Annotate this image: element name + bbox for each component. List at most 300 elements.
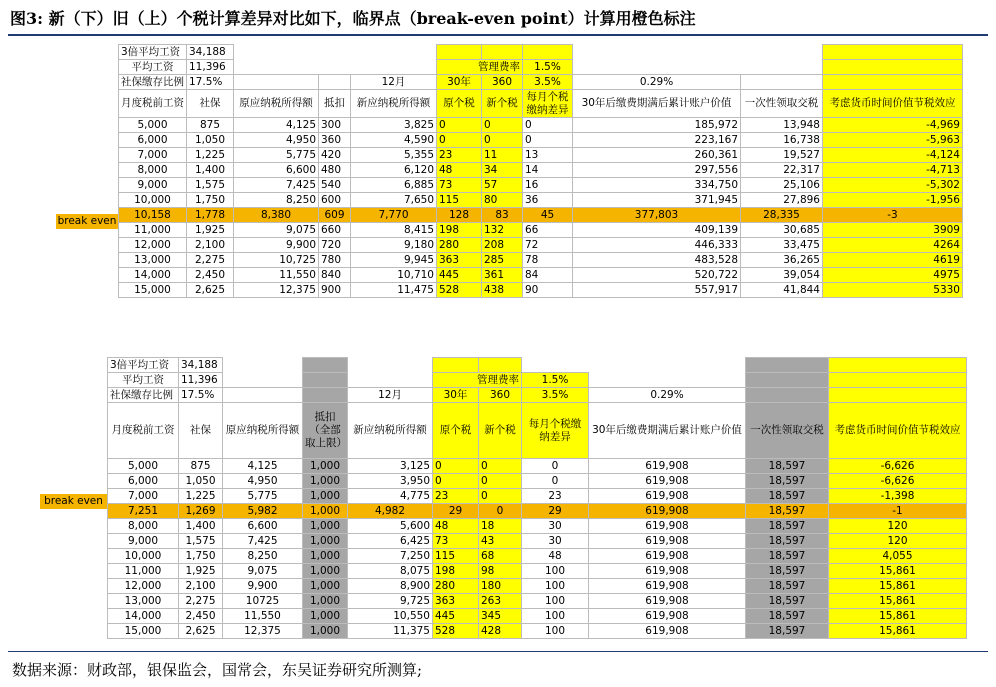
table-cell: 18,597 (746, 594, 829, 609)
table-row (108, 564, 967, 579)
column-header: 抵扣（全部取上限） (303, 403, 348, 459)
top-table (118, 44, 963, 298)
table-cell: 12,000 (119, 238, 187, 253)
table-cell: 18,597 (746, 549, 829, 564)
table-cell: 39,054 (741, 268, 823, 283)
table-cell: 11,375 (348, 624, 433, 639)
table-row (108, 489, 967, 504)
table-cell: -4,713 (823, 163, 963, 178)
table-cell: 30 (522, 519, 589, 534)
table-cell: 11,550 (234, 268, 319, 283)
table-cell: 12,000 (108, 579, 179, 594)
table-cell: 0 (523, 118, 573, 133)
table-cell: 90 (523, 283, 573, 298)
extra-rate: 0.29% (573, 75, 741, 90)
table-cell: 2,450 (187, 268, 234, 283)
table-cell: 1,778 (187, 208, 234, 223)
table-cell: 15,861 (829, 594, 967, 609)
table-cell: 483,528 (573, 253, 741, 268)
table-cell: 29 (522, 504, 589, 519)
bottom-break-even-label: break even (40, 494, 107, 509)
table-cell: 5,982 (223, 504, 303, 519)
table-cell: 6,885 (351, 178, 437, 193)
table-cell: 15,861 (829, 609, 967, 624)
table-cell: 9,000 (108, 534, 179, 549)
table-cell: 3,825 (351, 118, 437, 133)
source-note: 数据来源：财政部，银保监会，国常会，东吴证券研究所测算; (12, 661, 423, 679)
table-cell: 10,158 (119, 208, 187, 223)
info-label: 平均工资 (119, 60, 187, 75)
table-cell: 8,415 (351, 223, 437, 238)
column-header: 社保 (187, 90, 234, 118)
table-cell: 18,597 (746, 489, 829, 504)
table-cell: 33,475 (741, 238, 823, 253)
bottom-table (107, 357, 967, 639)
column-header: 30年后缴费期满后累计账户价值 (573, 90, 741, 118)
table-cell: 9,725 (348, 594, 433, 609)
table-row (119, 118, 963, 133)
table-cell: 10,550 (348, 609, 433, 624)
table-cell: 445 (437, 268, 482, 283)
table-row (119, 178, 963, 193)
table-cell: 0 (482, 133, 523, 148)
table-row (119, 283, 963, 298)
column-header: 新应纳税所得额 (351, 90, 437, 118)
table-cell: 0 (522, 459, 589, 474)
table-cell: 11,000 (108, 564, 179, 579)
table-row (119, 163, 963, 178)
table-cell: 1,000 (303, 534, 348, 549)
table-cell: 4,125 (234, 118, 319, 133)
table-cell: 297,556 (573, 163, 741, 178)
table-cell: 12,375 (234, 283, 319, 298)
table-cell: 8,250 (234, 193, 319, 208)
table-cell: 18,597 (746, 504, 829, 519)
mgmt-fee-value: 1.5% (523, 60, 573, 75)
table-cell: 18,597 (746, 459, 829, 474)
column-header: 新个税 (479, 403, 522, 459)
table-cell: 25,106 (741, 178, 823, 193)
table-cell: 528 (433, 624, 479, 639)
table-row (108, 519, 967, 534)
table-cell: 36,265 (741, 253, 823, 268)
table-cell: -1,398 (829, 489, 967, 504)
table-cell: 619,908 (589, 504, 746, 519)
table-cell: 16,738 (741, 133, 823, 148)
years-label: 30年 (437, 75, 482, 90)
bottom-header-row (108, 403, 967, 459)
months-label: 12月 (351, 75, 437, 90)
table-cell: 2,450 (179, 609, 223, 624)
table-cell: 528 (437, 283, 482, 298)
table-cell: 13,000 (108, 594, 179, 609)
table-cell: 4,950 (223, 474, 303, 489)
table-cell: 280 (433, 579, 479, 594)
table-cell: 1,400 (187, 163, 234, 178)
top-info-row-3 (119, 75, 963, 90)
table-cell: 36 (523, 193, 573, 208)
table-cell: 540 (319, 178, 351, 193)
info-value: 17.5% (179, 388, 223, 403)
table-cell: 5,775 (223, 489, 303, 504)
table-cell: 100 (522, 594, 589, 609)
table-cell: 78 (523, 253, 573, 268)
info-value: 11,396 (187, 60, 234, 75)
table-cell: 1,225 (187, 148, 234, 163)
column-header: 一次性领取交税 (746, 403, 829, 459)
table-cell: 1,269 (179, 504, 223, 519)
table-cell: 1,000 (303, 624, 348, 639)
table-cell: 300 (319, 118, 351, 133)
table-cell: 1,000 (303, 519, 348, 534)
table-cell: 8,075 (348, 564, 433, 579)
table-cell: 84 (523, 268, 573, 283)
table-row (119, 193, 963, 208)
table-cell: 9,180 (351, 238, 437, 253)
table-cell: 4975 (823, 268, 963, 283)
table-cell: 4,590 (351, 133, 437, 148)
table-cell: 1,000 (303, 459, 348, 474)
table-cell: 15,861 (829, 624, 967, 639)
table-cell: 0 (479, 489, 522, 504)
table-cell: 6,000 (119, 133, 187, 148)
table-cell: 18 (479, 519, 522, 534)
table-cell: 30 (522, 534, 589, 549)
info-label: 3倍平均工资 (108, 358, 179, 373)
table-row (119, 133, 963, 148)
table-cell: 619,908 (589, 579, 746, 594)
table-row (108, 549, 967, 564)
table-cell: 2,275 (187, 253, 234, 268)
table-cell: 438 (482, 283, 523, 298)
months-label: 12月 (348, 388, 433, 403)
column-header: 考虑货币时间价值节税效应 (829, 403, 967, 459)
table-cell: 660 (319, 223, 351, 238)
table-cell: 900 (319, 283, 351, 298)
table-row (108, 624, 967, 639)
table-cell: 8,000 (119, 163, 187, 178)
table-cell: 260,361 (573, 148, 741, 163)
table-cell: 18,597 (746, 609, 829, 624)
table-cell: 3909 (823, 223, 963, 238)
table-cell: 7,250 (348, 549, 433, 564)
table-cell: 9,075 (223, 564, 303, 579)
column-header: 原应纳税所得额 (234, 90, 319, 118)
table-cell: 23 (522, 489, 589, 504)
table-cell: -3 (823, 208, 963, 223)
table-cell: 48 (437, 163, 482, 178)
table-cell: 100 (522, 564, 589, 579)
table-cell: 120 (829, 534, 967, 549)
table-cell: 10725 (223, 594, 303, 609)
figure-title: 图3: 新（下）旧（上）个税计算差异对比如下，临界点（break-even point）计算用橙色标注 (10, 9, 696, 28)
info-label: 平均工资 (108, 373, 179, 388)
table-cell: 1,750 (179, 549, 223, 564)
table-cell: 72 (523, 238, 573, 253)
table-cell: 8,900 (348, 579, 433, 594)
column-header: 新应纳税所得额 (348, 403, 433, 459)
table-cell: 73 (437, 178, 482, 193)
table-cell: 8,380 (234, 208, 319, 223)
table-cell: 0 (479, 504, 522, 519)
info-value: 11,396 (179, 373, 223, 388)
top-info-row-1 (119, 45, 963, 60)
title-rule (8, 34, 988, 36)
info-value: 34,188 (187, 45, 234, 60)
table-cell: 6,120 (351, 163, 437, 178)
table-cell: 9,900 (223, 579, 303, 594)
table-cell: 132 (482, 223, 523, 238)
table-cell: 360 (319, 133, 351, 148)
table-cell: 4264 (823, 238, 963, 253)
table-row (108, 594, 967, 609)
table-cell: 48 (522, 549, 589, 564)
table-cell: 1,400 (179, 519, 223, 534)
table-cell: 334,750 (573, 178, 741, 193)
table-cell: 5,775 (234, 148, 319, 163)
table-cell: 3,125 (348, 459, 433, 474)
table-cell: 12,375 (223, 624, 303, 639)
table-cell: 1,000 (303, 474, 348, 489)
table-cell: 73 (433, 534, 479, 549)
table-cell: 6,600 (223, 519, 303, 534)
column-header: 原个税 (437, 90, 482, 118)
break-even-row (119, 208, 963, 223)
table-cell: 30,685 (741, 223, 823, 238)
column-header: 一次性领取交税 (741, 90, 823, 118)
table-cell: 14,000 (119, 268, 187, 283)
table-cell: 619,908 (589, 489, 746, 504)
table-cell: -4,124 (823, 148, 963, 163)
table-cell: 5,000 (108, 459, 179, 474)
table-cell: 7,650 (351, 193, 437, 208)
table-cell: 1,225 (179, 489, 223, 504)
table-cell: 10,725 (234, 253, 319, 268)
table-cell: 66 (523, 223, 573, 238)
table-cell: 600 (319, 193, 351, 208)
table-cell: 115 (433, 549, 479, 564)
break-even-row (108, 504, 967, 519)
table-cell: 43 (479, 534, 522, 549)
table-cell: 371,945 (573, 193, 741, 208)
table-cell: 180 (479, 579, 522, 594)
table-cell: 520,722 (573, 268, 741, 283)
table-cell: 4,982 (348, 504, 433, 519)
table-cell: -5,302 (823, 178, 963, 193)
table-cell: 8,000 (108, 519, 179, 534)
table-cell: 68 (479, 549, 522, 564)
table-cell: 100 (522, 624, 589, 639)
table-cell: 420 (319, 148, 351, 163)
table-cell: 0 (479, 459, 522, 474)
table-cell: 18,597 (746, 579, 829, 594)
table-cell: 11 (482, 148, 523, 163)
table-cell: 619,908 (589, 474, 746, 489)
table-row (108, 459, 967, 474)
column-header: 每月个税缴纳差异 (523, 90, 573, 118)
table-cell: 128 (437, 208, 482, 223)
months-count: 360 (479, 388, 522, 403)
table-cell: 361 (482, 268, 523, 283)
table-cell: 1,575 (179, 534, 223, 549)
table-cell: 4,950 (234, 133, 319, 148)
table-cell: 100 (522, 609, 589, 624)
column-header: 社保 (179, 403, 223, 459)
table-cell: 263 (479, 594, 522, 609)
table-cell: -5,963 (823, 133, 963, 148)
info-value: 17.5% (187, 75, 234, 90)
rate-value: 3.5% (522, 388, 589, 403)
column-header: 30年后缴费期满后累计账户价值 (589, 403, 746, 459)
table-cell: 1,000 (303, 504, 348, 519)
table-cell: 15,000 (108, 624, 179, 639)
table-cell: 285 (482, 253, 523, 268)
table-cell: 18,597 (746, 534, 829, 549)
table-cell: 1,000 (303, 489, 348, 504)
table-cell: 6,000 (108, 474, 179, 489)
table-row (119, 148, 963, 163)
table-cell: 446,333 (573, 238, 741, 253)
table-cell: -1 (829, 504, 967, 519)
table-cell: 619,908 (589, 609, 746, 624)
table-row (119, 253, 963, 268)
table-cell: 16 (523, 178, 573, 193)
table-cell: 9,900 (234, 238, 319, 253)
table-cell: 13,000 (119, 253, 187, 268)
table-row (108, 534, 967, 549)
bottom-info-row-2 (108, 373, 967, 388)
table-cell: 0 (433, 474, 479, 489)
table-cell: 115 (437, 193, 482, 208)
table-cell: 619,908 (589, 624, 746, 639)
info-value: 34,188 (179, 358, 223, 373)
info-label: 社保缴存比例 (119, 75, 187, 90)
table-cell: 7,425 (223, 534, 303, 549)
table-cell: 619,908 (589, 549, 746, 564)
table-cell: 28,335 (741, 208, 823, 223)
table-cell: 0 (433, 459, 479, 474)
table-cell: 98 (479, 564, 522, 579)
table-cell: 223,167 (573, 133, 741, 148)
table-cell: 41,844 (741, 283, 823, 298)
table-cell: 120 (829, 519, 967, 534)
years-label: 30年 (433, 388, 479, 403)
table-cell: 0 (437, 133, 482, 148)
table-cell: 80 (482, 193, 523, 208)
table-cell: 780 (319, 253, 351, 268)
table-row (119, 223, 963, 238)
footer-rule (8, 651, 988, 652)
table-cell: 445 (433, 609, 479, 624)
table-cell: 2,100 (187, 238, 234, 253)
table-cell: 619,908 (589, 459, 746, 474)
table-cell: 875 (179, 459, 223, 474)
info-label: 3倍平均工资 (119, 45, 187, 60)
table-cell: 83 (482, 208, 523, 223)
table-cell: 1,000 (303, 579, 348, 594)
table-cell: 45 (523, 208, 573, 223)
table-cell: 619,908 (589, 594, 746, 609)
table-cell: 377,803 (573, 208, 741, 223)
table-cell: 22,317 (741, 163, 823, 178)
table-cell: -4,969 (823, 118, 963, 133)
table-cell: 480 (319, 163, 351, 178)
table-cell: 840 (319, 268, 351, 283)
table-cell: 18,597 (746, 519, 829, 534)
table-cell: 280 (437, 238, 482, 253)
table-cell: 1,575 (187, 178, 234, 193)
table-cell: 409,139 (573, 223, 741, 238)
table-cell: 7,000 (108, 489, 179, 504)
table-cell: 1,925 (179, 564, 223, 579)
table-cell: 48 (433, 519, 479, 534)
table-cell: 4,055 (829, 549, 967, 564)
table-cell: 7,251 (108, 504, 179, 519)
table-cell: 4619 (823, 253, 963, 268)
table-cell: 8,250 (223, 549, 303, 564)
column-header: 新个税 (482, 90, 523, 118)
top-break-even-label: break even (57, 215, 117, 227)
table-cell: 11,475 (351, 283, 437, 298)
table-cell: 9,945 (351, 253, 437, 268)
table-cell: 14,000 (108, 609, 179, 624)
table-cell: 10,000 (108, 549, 179, 564)
table-cell: 619,908 (589, 534, 746, 549)
table-row (108, 609, 967, 624)
table-cell: 1,925 (187, 223, 234, 238)
table-cell: 34 (482, 163, 523, 178)
table-row (119, 238, 963, 253)
column-header: 抵扣 (319, 90, 351, 118)
table-cell: 29 (433, 504, 479, 519)
table-cell: 7,425 (234, 178, 319, 193)
table-cell: 0 (479, 474, 522, 489)
table-cell: 0 (482, 118, 523, 133)
table-cell: 619,908 (589, 564, 746, 579)
table-cell: 2,625 (187, 283, 234, 298)
table-cell: 18,597 (746, 474, 829, 489)
table-cell: 4,125 (223, 459, 303, 474)
table-cell: 6,425 (348, 534, 433, 549)
table-cell: 18,597 (746, 564, 829, 579)
top-info-row-2 (119, 60, 963, 75)
table-cell: 9,000 (119, 178, 187, 193)
column-header: 考虑货币时间价值节税效应 (823, 90, 963, 118)
table-cell: 0 (522, 474, 589, 489)
bottom-info-row-1 (108, 358, 967, 373)
table-cell: 363 (437, 253, 482, 268)
table-cell: 7,000 (119, 148, 187, 163)
table-cell: 5,000 (119, 118, 187, 133)
table-cell: 4,775 (348, 489, 433, 504)
table-cell: 57 (482, 178, 523, 193)
table-cell: 1,000 (303, 594, 348, 609)
table-cell: 5,355 (351, 148, 437, 163)
table-cell: 5330 (823, 283, 963, 298)
table-cell: 875 (187, 118, 234, 133)
table-cell: 0 (523, 133, 573, 148)
table-cell: 1,050 (179, 474, 223, 489)
column-header: 原个税 (433, 403, 479, 459)
info-label: 社保缴存比例 (108, 388, 179, 403)
table-cell: 0 (437, 118, 482, 133)
table-cell: 10,710 (351, 268, 437, 283)
table-cell: 720 (319, 238, 351, 253)
bottom-info-row-3 (108, 388, 967, 403)
table-cell: 2,100 (179, 579, 223, 594)
table-cell: 23 (437, 148, 482, 163)
table-cell: 1,050 (187, 133, 234, 148)
